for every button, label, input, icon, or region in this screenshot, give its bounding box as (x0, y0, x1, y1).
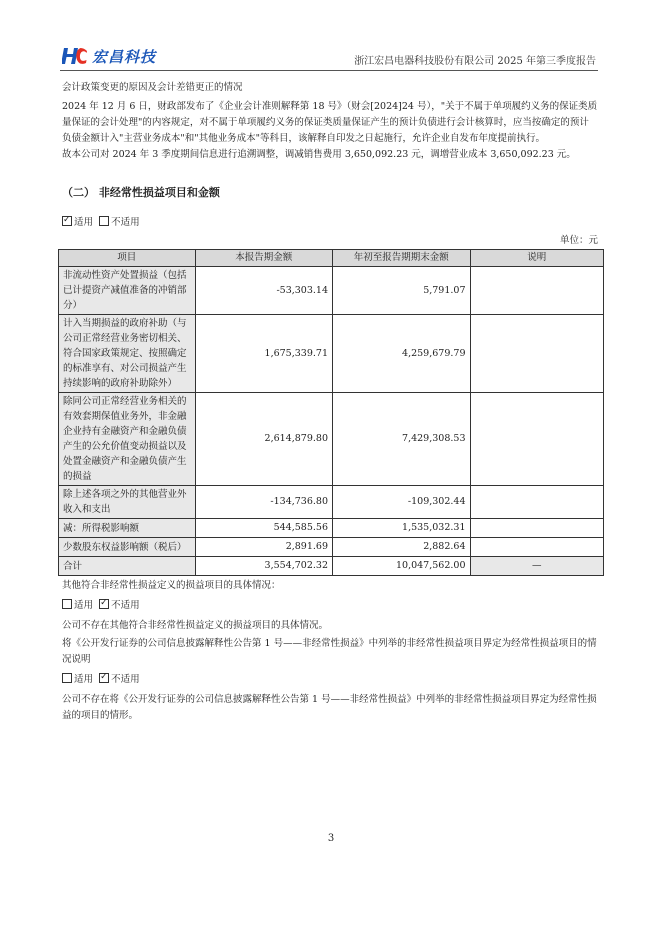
table-row (59, 538, 604, 557)
row-item: 少数股东权益影响额（税后） (59, 538, 196, 557)
applicable-label: 适用 (74, 674, 94, 685)
not-applicable-checkbox-icon (99, 216, 109, 226)
company-logo (62, 46, 156, 66)
applicable-checkbox-checked-icon (62, 216, 72, 226)
not-applicable-checkbox-checked-icon (99, 673, 109, 683)
not-applicable-label: 不适用 (111, 674, 140, 685)
applicability-checkboxes (62, 215, 598, 231)
not-applicable-label: 不适用 (111, 600, 140, 611)
row-note: — (470, 557, 604, 576)
row-ytd: -109,302.44 (333, 486, 471, 519)
not-applicable-checkbox-checked-icon (99, 599, 109, 609)
non-recurring-items-table (58, 249, 604, 576)
row-current: 2,891.69 (195, 538, 333, 557)
applicable-label: 适用 (74, 600, 94, 611)
table-row-total (59, 557, 604, 576)
row-current: 3,554,702.32 (195, 557, 333, 576)
table-row (59, 393, 604, 486)
row-note (470, 519, 604, 538)
table-row (59, 315, 604, 393)
report-title: 浙江宏昌电器科技股份有限公司 2025 年第三季度报告 (354, 56, 596, 67)
row-item: 合计 (59, 557, 196, 576)
page-content (62, 80, 598, 724)
row-item: 非流动性资产处置损益（包括已计提资产减值准备的冲销部分） (59, 267, 196, 315)
row-note (470, 486, 604, 519)
table-row (59, 519, 604, 538)
row-current: 1,675,339.71 (195, 315, 333, 393)
row-note (470, 393, 604, 486)
policy-change-paragraph: 2024 年 12 月 6 日，财政部发布了《企业会计准则解释第 18 号》（财会[2024]24 号），"关于不属于单项履约义务的保证类质量保证的会计处理"的内容规定，对不属于单项履约义务的保证类质量保证产生的预计负债进行会计核算时，应当按确定的预计负债金额计入"主营业务成本"和"其他业务成本"等科目，该解释自印发之日起施行，允许企业自发布年度提前执行。 (62, 101, 598, 144)
row-current: 2,614,879.80 (195, 393, 333, 486)
applicability-checkboxes-3 (62, 672, 598, 688)
row-current: 544,585.56 (195, 519, 333, 538)
section-title: （二） 非经常性损益项目和金额 (62, 186, 220, 199)
policy-change-heading: 会计政策变更的原因及会计差错更正的情况 (62, 82, 243, 93)
header-item: 项目 (59, 250, 196, 267)
logo-text: 宏昌科技 (92, 47, 157, 66)
reclassification-heading: 将《公开发行证券的公司信息披露解释性公告第 1 号——非经常性损益》中列举的非经常性损益项目界定为经常性损益项目的情况说明 (62, 638, 597, 665)
header-ytd: 年初至报告期期末金额 (333, 250, 471, 267)
row-note (470, 267, 604, 315)
page-number: 3 (327, 833, 335, 844)
row-note (470, 538, 604, 557)
row-ytd: 1,535,032.31 (333, 519, 471, 538)
row-ytd: 2,882.64 (333, 538, 471, 557)
not-applicable-label: 不适用 (111, 217, 140, 228)
row-ytd: 5,791.07 (333, 267, 471, 315)
unit-label: 单位：元 (559, 235, 598, 246)
header-note: 说明 (470, 250, 604, 267)
table-row (59, 267, 604, 315)
row-current: -134,736.80 (195, 486, 333, 519)
reclassification-statement: 公司不存在将《公开发行证券的公司信息披露解释性公告第 1 号——非经常性损益》中列举的非经常性损益项目界定为经常性损益的项目的情形。 (62, 694, 597, 721)
row-item: 除同公司正常经营业务相关的有效套期保值业务外，非金融企业持有金融资产和金融负债产生的公允价值变动损益以及处置金融资产和金融负债产生的损益 (59, 393, 196, 486)
row-note (470, 315, 604, 393)
policy-change-adjustment: 故本公司对 2024 年 3 季度期间信息进行追溯调整，调减销售费用 3,650,092.23 元，调增营业成本 3,650,092.23 元。 (62, 149, 576, 160)
applicable-label: 适用 (74, 217, 94, 228)
other-items-heading: 其他符合非经常性损益定义的损益项目的具体情况： (62, 580, 281, 591)
row-item: 计入当期损益的政府补助（与公司正常经营业务密切相关、符合国家政策规定、按照确定的标准享有、对公司损益产生持续影响的政府补助除外） (59, 315, 196, 393)
applicability-checkboxes-2 (62, 598, 598, 614)
row-item: 除上述各项之外的其他营业外收入和支出 (59, 486, 196, 519)
table-header-row (59, 250, 604, 267)
applicable-checkbox-icon (62, 673, 72, 683)
row-ytd: 7,429,308.53 (333, 393, 471, 486)
applicable-checkbox-icon (62, 599, 72, 609)
row-item: 减：所得税影响额 (59, 519, 196, 538)
logo-mark-icon (62, 47, 88, 65)
row-ytd: 10,047,562.00 (333, 557, 471, 576)
row-ytd: 4,259,679.79 (333, 315, 471, 393)
row-current: -53,303.14 (195, 267, 333, 315)
header-current: 本报告期金额 (195, 250, 333, 267)
table-row (59, 486, 604, 519)
page-header (60, 44, 598, 71)
other-items-statement: 公司不存在其他符合非经常性损益定义的损益项目的具体情况。 (62, 620, 329, 631)
